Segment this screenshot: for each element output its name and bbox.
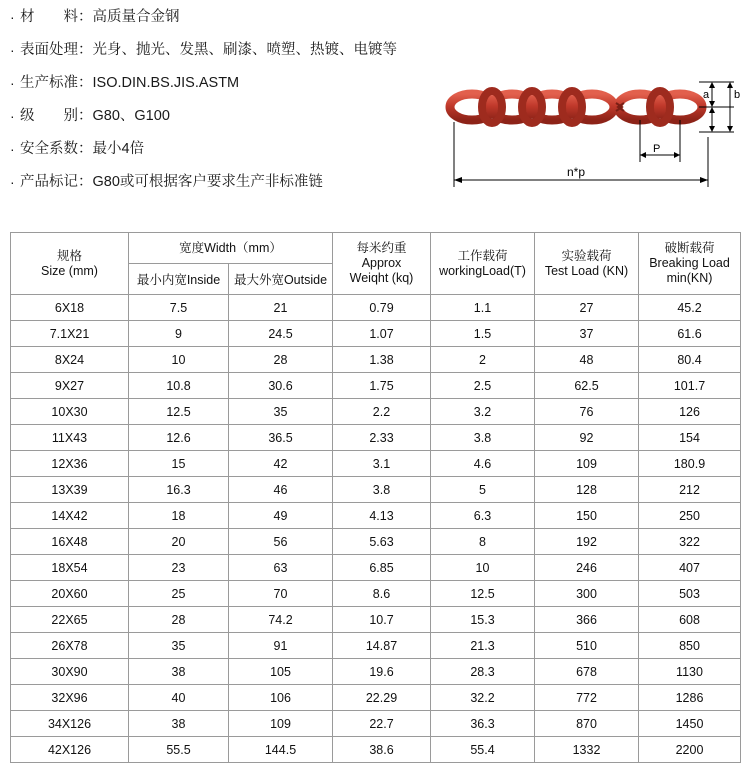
cell-weight: 1.38 (333, 347, 431, 373)
label-a: a (703, 89, 710, 101)
header-test-cn: 实验载荷 (561, 248, 612, 263)
cell-width-inside: 12.6 (129, 425, 229, 451)
cell-width-outside: 24.5 (229, 321, 333, 347)
cell-width-outside: 49 (229, 503, 333, 529)
cell-size: 20X60 (11, 581, 129, 607)
bullet-icon: · (10, 9, 15, 25)
cell-breaking-load: 61.6 (639, 321, 741, 347)
cell-weight: 2.33 (333, 425, 431, 451)
cell-width-inside: 10 (129, 347, 229, 373)
cell-width-outside: 46 (229, 477, 333, 503)
cell-size: 7.1X21 (11, 321, 129, 347)
table-row (11, 607, 741, 633)
cell-size: 30X90 (11, 659, 129, 685)
cell-weight: 10.7 (333, 607, 431, 633)
table-row (11, 321, 741, 347)
header-breaking-load (639, 233, 741, 295)
cell-width-outside: 28 (229, 347, 333, 373)
cell-width-inside: 15 (129, 451, 229, 477)
cell-test-load: 27 (535, 295, 639, 321)
bullet-icon: · (10, 141, 15, 157)
cell-working-load: 2.5 (431, 373, 535, 399)
cell-width-inside: 40 (129, 685, 229, 711)
chain-diagram (444, 62, 744, 212)
cell-width-outside: 35 (229, 399, 333, 425)
spec-item-surface-treatment (10, 41, 450, 59)
cell-width-inside: 25 (129, 581, 229, 607)
cell-width-inside: 10.8 (129, 373, 229, 399)
spec-value: G80或可根据客户要求生产非标准链 (92, 174, 323, 190)
cell-width-inside: 38 (129, 659, 229, 685)
table-row (11, 425, 741, 451)
spec-item-marking (10, 173, 450, 191)
cell-width-inside: 55.5 (129, 737, 229, 763)
cell-width-inside: 23 (129, 555, 229, 581)
cell-size: 14X42 (11, 503, 129, 529)
header-width-outside: 最大外宽Outside (229, 264, 333, 295)
table-row (11, 347, 741, 373)
cell-working-load: 21.3 (431, 633, 535, 659)
cell-width-outside: 30.6 (229, 373, 333, 399)
cell-working-load: 2 (431, 347, 535, 373)
cell-breaking-load: 407 (639, 555, 741, 581)
spec-item-grade (10, 107, 450, 125)
cell-width-inside: 35 (129, 633, 229, 659)
cell-breaking-load: 250 (639, 503, 741, 529)
cell-size: 8X24 (11, 347, 129, 373)
header-size-cn: 规格 (56, 248, 82, 263)
table-row (11, 659, 741, 685)
product-spec-section (0, 0, 750, 232)
cell-test-load: 300 (535, 581, 639, 607)
chain-specification-table (10, 232, 741, 763)
cell-width-inside: 28 (129, 607, 229, 633)
spec-value: 高质量合金钢 (92, 9, 180, 25)
spec-label: 生产标准 (20, 75, 78, 91)
cell-width-inside: 7.5 (129, 295, 229, 321)
cell-breaking-load: 126 (639, 399, 741, 425)
cell-breaking-load: 212 (639, 477, 741, 503)
cell-size: 16X48 (11, 529, 129, 555)
cell-weight: 14.87 (333, 633, 431, 659)
cell-working-load: 1.1 (431, 295, 535, 321)
cell-width-outside: 91 (229, 633, 333, 659)
cell-test-load: 870 (535, 711, 639, 737)
cell-size: 10X30 (11, 399, 129, 425)
header-weight-cn: 每米约重 (356, 241, 407, 255)
bullet-icon: · (10, 174, 15, 190)
cell-width-outside: 105 (229, 659, 333, 685)
bullet-icon: · (10, 42, 15, 58)
cell-working-load: 3.8 (431, 425, 535, 451)
cell-breaking-load: 608 (639, 607, 741, 633)
spec-list (10, 8, 450, 206)
cell-weight: 6.85 (333, 555, 431, 581)
cell-breaking-load: 1286 (639, 685, 741, 711)
header-weight-en-1: Approx (361, 256, 402, 270)
cell-weight: 22.7 (333, 711, 431, 737)
table-row (11, 685, 741, 711)
spec-colon: ： (78, 9, 93, 25)
cell-size: 22X65 (11, 607, 129, 633)
cell-test-load: 48 (535, 347, 639, 373)
label-b: b (734, 89, 741, 101)
table-row (11, 633, 741, 659)
cell-test-load: 246 (535, 555, 639, 581)
table-row (11, 373, 741, 399)
cell-width-inside: 9 (129, 321, 229, 347)
cell-working-load: 15.3 (431, 607, 535, 633)
spec-colon: ： (78, 75, 93, 91)
cell-test-load: 366 (535, 607, 639, 633)
table-row (11, 529, 741, 555)
cell-breaking-load: 80.4 (639, 347, 741, 373)
cell-width-outside: 106 (229, 685, 333, 711)
cell-test-load: 192 (535, 529, 639, 555)
cell-breaking-load: 503 (639, 581, 741, 607)
cell-weight: 1.75 (333, 373, 431, 399)
cell-working-load: 28.3 (431, 659, 535, 685)
table-row (11, 711, 741, 737)
cell-weight: 3.1 (333, 451, 431, 477)
table-row (11, 555, 741, 581)
spec-value: ISO.DIN.BS.JIS.ASTM (92, 75, 240, 91)
cell-breaking-load: 1450 (639, 711, 741, 737)
header-breaking-en-1: Breaking Load (649, 256, 730, 270)
table-row (11, 503, 741, 529)
table-body (11, 295, 741, 763)
spec-item-standard (10, 74, 450, 92)
spec-label: 级 别 (20, 108, 78, 124)
cell-breaking-load: 101.7 (639, 373, 741, 399)
cell-size: 6X18 (11, 295, 129, 321)
spec-colon: ： (78, 42, 93, 58)
cell-breaking-load: 2200 (639, 737, 741, 763)
header-test-en: Test Load (KN) (544, 263, 629, 278)
cell-working-load: 1.5 (431, 321, 535, 347)
table-row (11, 737, 741, 763)
cell-test-load: 62.5 (535, 373, 639, 399)
header-size-en: Size (mm) (41, 263, 98, 278)
label-np: n*p (567, 165, 586, 179)
cell-size: 42X126 (11, 737, 129, 763)
cell-weight: 19.6 (333, 659, 431, 685)
cell-size: 11X43 (11, 425, 129, 451)
cell-test-load: 772 (535, 685, 639, 711)
cell-working-load: 10 (431, 555, 535, 581)
header-width-group: 宽度Width（mm） (129, 233, 333, 264)
header-breaking-cn: 破断载荷 (664, 241, 715, 255)
header-breaking-en-2: min(KN) (666, 271, 713, 285)
table-row (11, 451, 741, 477)
spec-label: 材 料 (20, 9, 78, 25)
spec-colon: ： (78, 174, 93, 190)
header-size (11, 233, 129, 295)
table-row (11, 477, 741, 503)
spec-value: G80、G100 (92, 108, 170, 124)
cell-width-outside: 42 (229, 451, 333, 477)
header-working-load (431, 233, 535, 295)
header-width-inside: 最小内宽Inside (129, 264, 229, 295)
spec-label: 安全系数 (20, 141, 78, 157)
cell-width-inside: 16.3 (129, 477, 229, 503)
cell-width-outside: 70 (229, 581, 333, 607)
table-row (11, 581, 741, 607)
cell-weight: 0.79 (333, 295, 431, 321)
cell-width-outside: 63 (229, 555, 333, 581)
header-working-cn: 工作载荷 (457, 248, 508, 263)
spec-item-material (10, 8, 450, 26)
cell-breaking-load: 180.9 (639, 451, 741, 477)
cell-test-load: 678 (535, 659, 639, 685)
spec-colon: ： (78, 108, 93, 124)
cell-weight: 8.6 (333, 581, 431, 607)
cell-size: 26X78 (11, 633, 129, 659)
cell-width-inside: 12.5 (129, 399, 229, 425)
cell-weight: 22.29 (333, 685, 431, 711)
spec-item-safety-factor (10, 140, 450, 158)
cell-weight: 3.8 (333, 477, 431, 503)
cell-working-load: 32.2 (431, 685, 535, 711)
header-weight-en-2: Weiqht (kq) (349, 271, 414, 285)
cell-test-load: 37 (535, 321, 639, 347)
bullet-icon: · (10, 75, 15, 91)
cell-working-load: 4.6 (431, 451, 535, 477)
cell-breaking-load: 1130 (639, 659, 741, 685)
cell-width-inside: 18 (129, 503, 229, 529)
table-row (11, 399, 741, 425)
cell-width-outside: 109 (229, 711, 333, 737)
cell-test-load: 510 (535, 633, 639, 659)
cell-weight: 2.2 (333, 399, 431, 425)
cell-test-load: 150 (535, 503, 639, 529)
cell-working-load: 6.3 (431, 503, 535, 529)
cell-working-load: 55.4 (431, 737, 535, 763)
cell-width-outside: 144.5 (229, 737, 333, 763)
header-weight (333, 233, 431, 295)
cell-size: 32X96 (11, 685, 129, 711)
cell-test-load: 92 (535, 425, 639, 451)
cell-width-outside: 36.5 (229, 425, 333, 451)
cell-breaking-load: 322 (639, 529, 741, 555)
cell-working-load: 12.5 (431, 581, 535, 607)
spec-label: 表面处理 (20, 42, 78, 58)
cell-size: 12X36 (11, 451, 129, 477)
spec-colon: ： (78, 141, 93, 157)
spec-value: 最小4倍 (92, 141, 145, 157)
cell-size: 18X54 (11, 555, 129, 581)
cell-working-load: 3.2 (431, 399, 535, 425)
cell-breaking-load: 154 (639, 425, 741, 451)
cell-working-load: 8 (431, 529, 535, 555)
cell-weight: 5.63 (333, 529, 431, 555)
cell-size: 9X27 (11, 373, 129, 399)
cell-working-load: 36.3 (431, 711, 535, 737)
spec-value: 光身、抛光、发黑、刷漆、喷塑、热镀、电镀等 (92, 42, 397, 58)
table-header-row-1 (11, 233, 741, 264)
cell-width-outside: 74.2 (229, 607, 333, 633)
label-p: P (653, 143, 661, 155)
cell-test-load: 109 (535, 451, 639, 477)
cell-test-load: 76 (535, 399, 639, 425)
cell-test-load: 128 (535, 477, 639, 503)
cell-width-outside: 56 (229, 529, 333, 555)
cell-width-inside: 38 (129, 711, 229, 737)
cell-test-load: 1332 (535, 737, 639, 763)
bullet-icon: · (10, 108, 15, 124)
table-row (11, 295, 741, 321)
cell-breaking-load: 850 (639, 633, 741, 659)
cell-working-load: 5 (431, 477, 535, 503)
spec-label: 产品标记 (20, 174, 78, 190)
cell-weight: 1.07 (333, 321, 431, 347)
cell-weight: 4.13 (333, 503, 431, 529)
cell-width-outside: 21 (229, 295, 333, 321)
cell-weight: 38.6 (333, 737, 431, 763)
cell-width-inside: 20 (129, 529, 229, 555)
header-working-en: workingLoad(T) (439, 263, 526, 278)
cell-breaking-load: 45.2 (639, 295, 741, 321)
cell-size: 34X126 (11, 711, 129, 737)
cell-size: 13X39 (11, 477, 129, 503)
header-test-load (535, 233, 639, 295)
